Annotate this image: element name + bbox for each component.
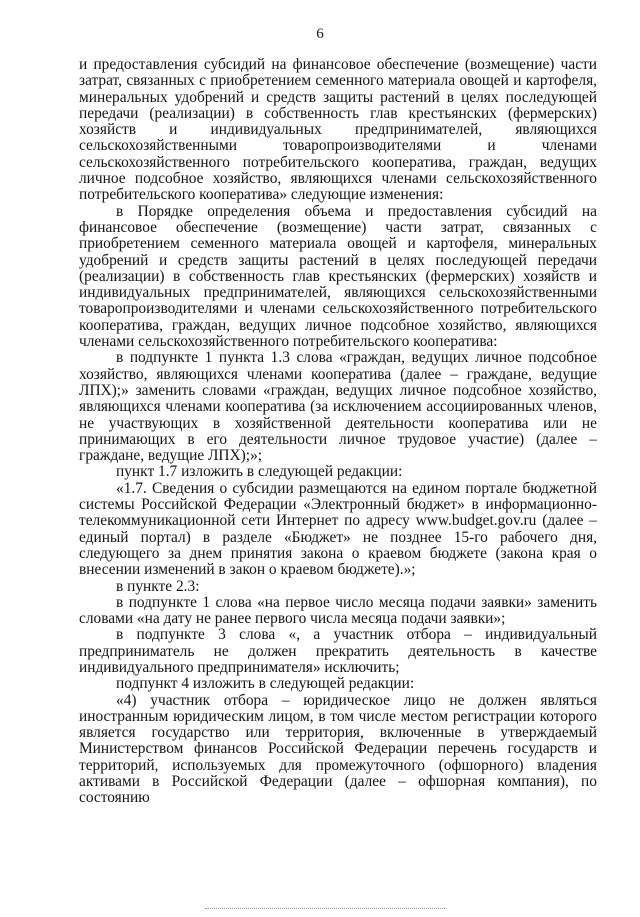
paragraph-subitem-1-3: в подпункте 1 пункта 1.3 слова «граждан, ведущих личное подсобное хозяйство, являющихся членами кооператива (далее – граждане, ведущие ЛПХ);» заменить словами «граждан, ведущих личное подсобное хозяйство, являющихся членами кооператива (за исключением ассоциированных членов, не участвующих в хозяйственной деятельности кооператива или не принимающих в его деятельности личное трудовое участие) (далее – граждане, ведущие ЛПХ);»; [79,349,597,465]
page-number: 6 [316,26,324,42]
paragraph-order-section: в Порядке определения объема и предоставления субсидий на финансовое обеспечение (возмещение) части затрат, связанных с приобретением семенного материала овощей и картофеля, минеральных удобрений и средств защиты растений в целях последующей передачи (реализации) в собственность глав крестьянских (фермерских) хозяйств и индивидуальных предпринимателей, являющихся сельскохозяйственными товаропроизводителями и членами сельскохозяйственного потребительского кооператива, граждан, ведущих личное подсобное хозяйство, являющихся членами сельскохозяйственного потребительского кооператива: [79,202,597,351]
paragraph-subitem-4-intro: подпункт 4 изложить в следующей редакции: [116,675,415,693]
paragraph-subitem-1: в подпункте 1 слова «на первое число месяца подачи заявки» заменить словами «на дату не ранее первого числа месяца подачи заявки»; [79,593,597,628]
paragraph-item-1-7-intro: пункт 1.7 изложить в следующей редакции: [116,463,403,481]
paragraph-subitem-3: в подпункте 3 слова «, а участник отбора – индивидуальный предприниматель не должен прекратить деятельность в качестве индивидуального предпринимателя» исключить; [79,626,597,676]
paragraph-item-2-3: в пункте 2.3: [116,577,200,595]
paragraph-item-1-7-text: «1.7. Сведения о субсидии размещаются на едином портале бюджетной системы Российской Федерации «Электронный бюджет» в информационно-телекоммуникационной сети Интернет по адресу www.budget.gov.ru (далее – единый портал) в разделе «Бюджет» не позднее 15-го рабочего дня, следующего за днем принятия закона о краевом бюджете (закона края о внесении изменений в закон о краевом бюджете).»; [79,479,597,579]
paragraph-intro: и предоставления субсидий на финансовое обеспечение (возмещение) части затрат, связанных с приобретением семенного материала овощей и картофеля, минеральных удобрений и средств защиты растений в целях последующей передачи (реализации) в собственность глав крестьянских (фермерских) хозяйств и индивидуальных предпринимателей, являющихся сельскохозяйственными товаропроизводителями и членами сельскохозяйственного потребительского кооператива, граждан, ведущих личное подсобное хозяйство, являющихся членами сельскохозяйственного потребительского кооператива» следующие изменения: [79,56,597,204]
paragraph-subitem-4-text: «4) участник отбора – юридическое лицо не должен являться иностранным юридическим лицом, в том числе местом регистрации которого является государство или территория, включенные в утверждаемый Министерством финансов Российской Федерации перечень государств и территорий, используемых для промежуточного (офшорного) владения активами в Российской Федерации (далее – офшорная компания), по состоянию [79,691,597,807]
document-body [79,57,597,807]
scan-edge-mark [205,908,445,911]
